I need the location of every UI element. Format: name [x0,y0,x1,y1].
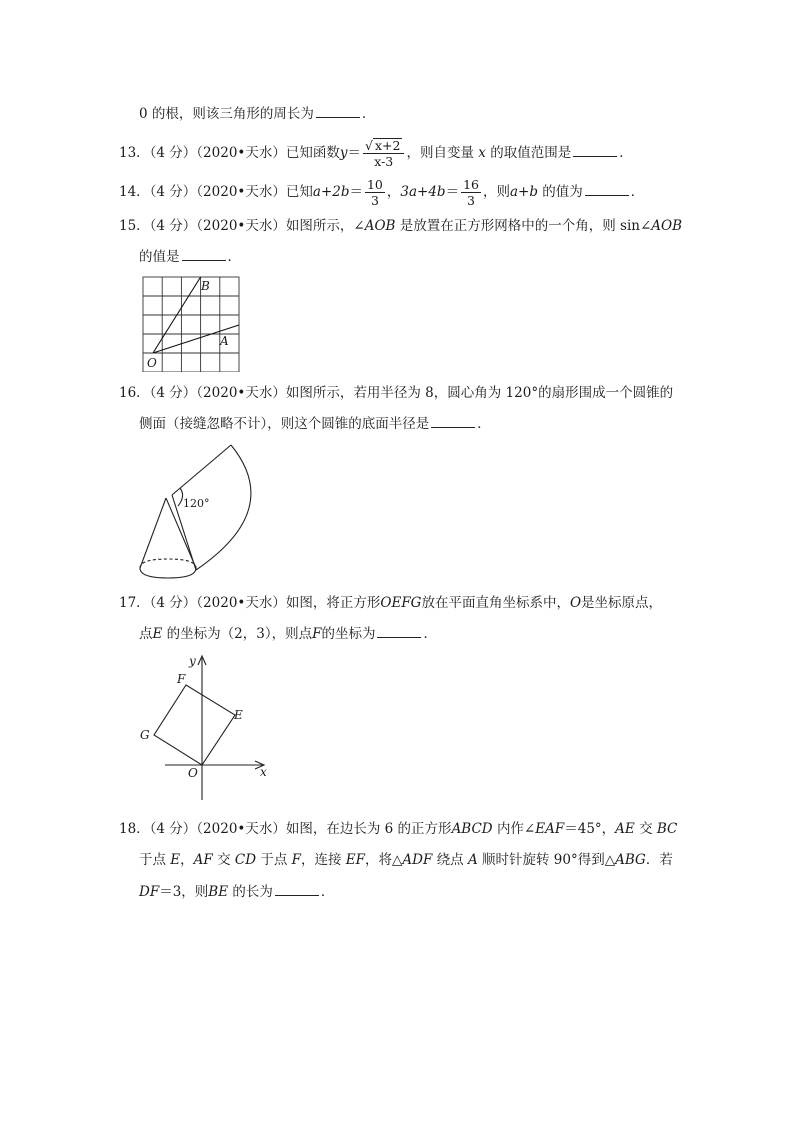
label-y: y [189,654,196,668]
square-grid [143,277,239,372]
coordinate-square-figure [135,650,275,809]
angle-arc [178,488,183,506]
coordinate-square-svg [135,650,275,805]
grid-angle-figure [138,272,244,376]
answer-blank [573,144,617,157]
answer-blank [377,625,421,638]
cone-sector-figure [134,440,254,589]
answer-blank [182,248,226,261]
fraction: $\frac{10}{3}$ [366,177,383,208]
grid-angle-svg [138,272,244,372]
question-15-line-1: 15．（4 分）（2020•天水）如图所示，∠AOB 是放置在正方形网格中的一个角，则 sin∠AOB [119,218,683,234]
question-18-line-1: 18．（4 分）（2020•天水）如图，在边长为 6 的正方形ABCD 内作∠EAF＝45°，AE 交 BC [119,821,678,837]
question-13: 13．（4 分）（2020•天水）已知函数y＝ $\frac{√ x+2}{x-3}$ ，则自变量 x 的取值范围是 ． [119,138,633,169]
label-x: x [260,765,267,779]
answer-blank [431,415,475,428]
question-18-line-3: DF＝3，则BE 的长为 ． [139,884,335,900]
cone-base-front [140,568,196,578]
question-18-line-2: 于点 E，AF 交 CD 于点 F，连接 EF，将△ADF 绕点 A 顺时针旋转 90°得到△ABG．若 [139,852,673,868]
sector-radius-top [172,445,231,495]
cone-side-left [140,498,166,568]
square-oefg [154,685,235,765]
question-15-line-2: 的值是 ． [139,249,241,265]
label-o: O [147,356,157,370]
label-o: O [188,766,198,780]
fraction: $\frac{16}{3}$ [463,177,479,208]
label-a: A [220,334,229,348]
label-e: E [234,708,243,722]
label-g: G [140,728,150,742]
label-f: F [177,672,186,686]
question-17-line-2: 点E 的坐标为（2，3），则点F的坐标为 ． [139,626,437,642]
question-14: 14．（4 分）（2020•天水）已知a+2b＝ $\frac{10}{3}$ ，3a+4b＝ $\frac{16}{3}$ ，则a+b 的值为 ． [119,177,645,208]
question-17-line-1: 17．（4 分）（2020•天水）如图，将正方形OEFG放在平面直角坐标系中，O是坐标原点， [119,595,663,611]
cone-sector-svg [134,440,254,585]
angle-label: 120° [183,497,210,510]
q12-continuation: 0 的根，则该三角形的周长为 ． [139,106,376,122]
label-b: B [201,279,210,293]
question-16-line-1: 16．（4 分）（2020•天水）如图所示，若用半径为 8，圆心角为 120°的扇形围成一个圆锥的 [119,385,674,401]
answer-blank [316,105,360,118]
fraction: $\frac{√ x+2}{x-3}$ [363,138,404,169]
answer-blank [585,183,629,196]
cone-base-back [140,559,196,568]
question-16-line-2: 侧面（接缝忽略不计），则这个圆锥的底面半径是 ． [139,416,491,432]
answer-blank [275,883,319,896]
